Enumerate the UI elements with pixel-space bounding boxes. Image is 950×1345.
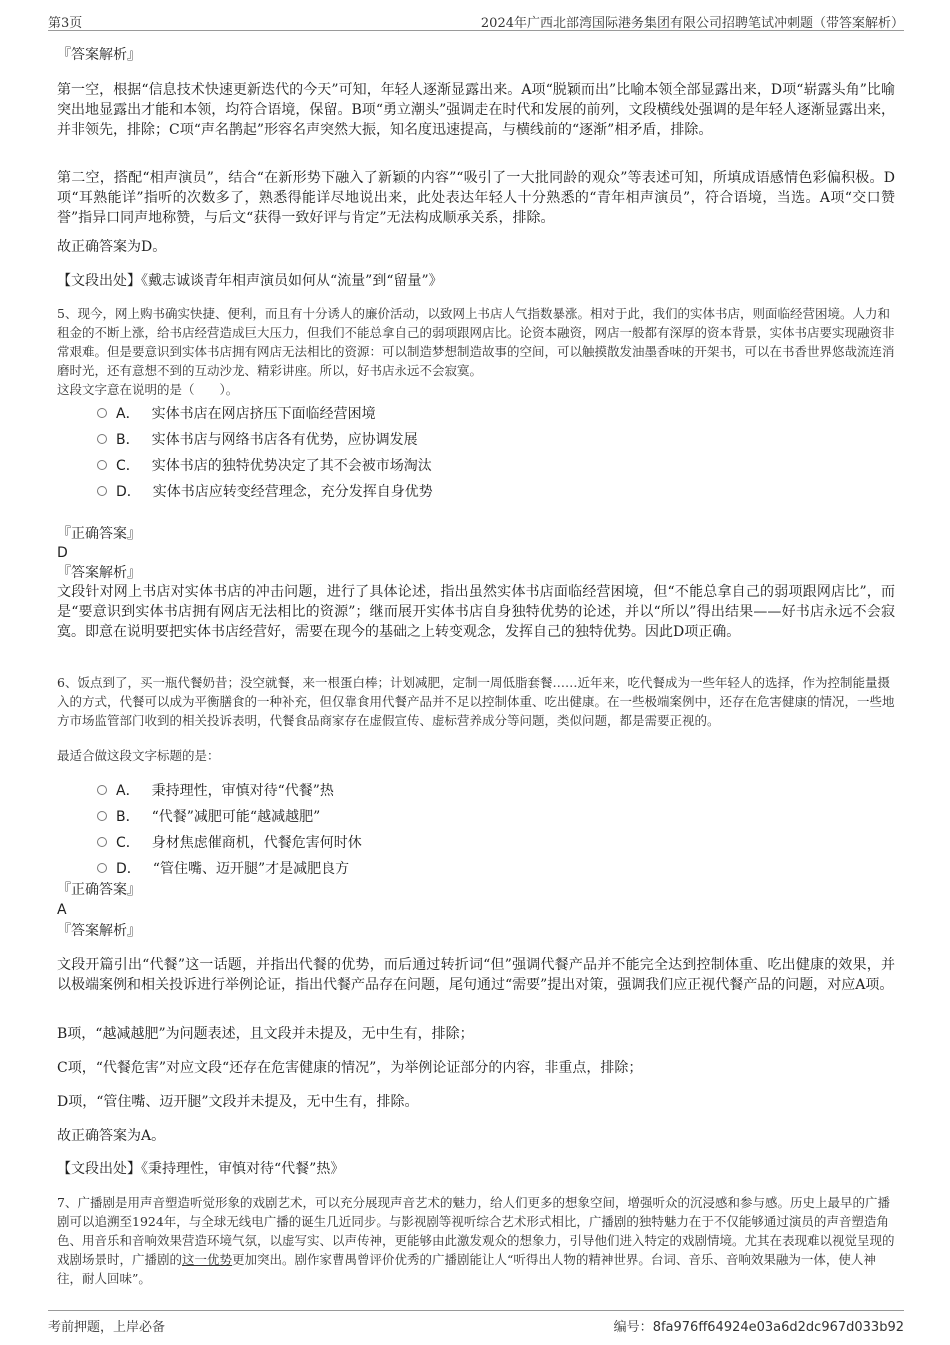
q5-question: 这段文字意在说明的是（ ）。 xyxy=(57,382,239,397)
page-number: 第3页 xyxy=(48,16,83,31)
radio-icon[interactable] xyxy=(97,486,107,496)
radio-icon[interactable] xyxy=(97,811,107,821)
q4-source: 【文段出处】《戴志诚谈青年相声演员如何从“流量”到“留量”》 xyxy=(57,273,443,289)
radio-icon[interactable] xyxy=(97,837,107,847)
radio-icon[interactable] xyxy=(97,785,107,795)
radio-icon[interactable] xyxy=(97,460,107,470)
q4-analysis-label: 『答案解析』 xyxy=(57,47,141,63)
q6-source: 【文段出处】《秉持理性，审慎对待“代餐”热》 xyxy=(57,1161,345,1177)
q5-option-d[interactable]: D． 实体书店应转变经营理念，充分发挥自身优势 xyxy=(97,482,433,502)
radio-icon[interactable] xyxy=(97,863,107,873)
radio-icon[interactable] xyxy=(97,408,107,418)
document-title: 2024年广西北部湾国际港务集团有限公司招聘笔试冲刺题（带答案解析） xyxy=(480,16,904,31)
q6-option-c[interactable]: C． 身材焦虑催商机，代餐危害何时休 xyxy=(97,833,362,853)
q5-answer-label: 『正确答案』 xyxy=(57,526,141,542)
q5-analysis-label: 『答案解析』 xyxy=(57,565,141,581)
q5-option-c[interactable]: C． 实体书店的独特优势决定了其不会被市场淘汰 xyxy=(97,456,432,476)
q6-conclusion: 故正确答案为A。 xyxy=(57,1128,166,1144)
document-code: 编号：8fa976ff64924e03a6d2dc967d033b92 xyxy=(613,1320,904,1335)
radio-icon[interactable] xyxy=(97,434,107,444)
q7-stem: 7、广播剧是用声音塑造听觉形象的戏剧艺术，可以充分展现声音艺术的魅力，给人们更多的想象空间，增强听众的沉浸感和参与感。历史上最早的广播剧可以追溯至1924年，与全球无线电广播的诞生几近同步。与影视剧等视听综合艺术形式相比，广播剧的独特魅力在于不仅能够通过演员的声音塑造角色、用音乐和音响效果营造环境气氛，以虚写实、以声传神，更能够由此激发观众的想象力，引导他们进入特定的戏剧情境。尤其在表现难以视觉呈现的戏剧场景时，广播剧的这一优势更加突出。剧作家曹禺曾评价优秀的广播剧能让人“听得出人物的精神世界。台词、音乐、音响效果融为一体，使人神往，耐人回味”。 xyxy=(57,1195,895,1286)
footer-slogan: 考前押题，上岸必备 xyxy=(48,1320,166,1335)
q6-answer: A xyxy=(57,902,67,918)
q5-analysis: 文段针对网上书店对实体书店的冲击问题，进行了具体论述，指出虽然实体书店面临经营困境，但“不能总拿自己的弱项跟网店比”，而是“要意识到实体书店拥有网店无法相比的资源”；继而展开实体书店自身独特优势的论述，并以“所以”得出结果——好书店永远不会寂寞。即意在说明要把实体书店经营好，需要在现今的基础之上转变观念，发挥自己的独特优势。因此D项正确。 xyxy=(57,584,895,640)
q6-question: 最适合做这段文字标题的是： xyxy=(57,748,220,763)
q4-analysis-para1: 第一空，根据“信息技术快速更新迭代的今天”可知，年轻人逐渐显露出来。A项“脱颖而出”比喻本领全部显露出来，D项“崭露头角”比喻突出地显露出才能和本领，均符合语境，保留。B项“勇立潮头”强调走在时代和发展的前列，文段横线处强调的是年轻人逐渐显露出来，并非领先，排除；C项“声名鹊起”形容名声突然大振，知名度迅速提高，与横线前的“逐渐”相矛盾，排除。 xyxy=(57,82,895,138)
q5-option-a[interactable]: A． 实体书店在网店挤压下面临经营困境 xyxy=(97,404,376,424)
q5-option-b[interactable]: B． 实体书店与网络书店各有优势，应协调发展 xyxy=(97,430,418,450)
q6-analysis-label: 『答案解析』 xyxy=(57,923,141,939)
q6-answer-label: 『正确答案』 xyxy=(57,882,141,898)
q6-stem: 6、饭点到了，买一瓶代餐奶昔；没空就餐，来一根蛋白棒；计划减肥，定制一周低脂套餐……近年来，吃代餐成为一些年轻人的选择，作为控制能量摄入的方式，代餐可以成为平衡膳食的一种补充，但仅靠食用代餐产品并不足以控制体重、吃出健康。在一些极端案例中，还存在危害健康的情况，一些地方市场监管部门收到的相关投诉表明，代餐食品商家存在虚假宣传、虚标营养成分等问题，类似问题，都是需要正视的。 xyxy=(57,675,895,728)
underlined-phrase: 这一优势 xyxy=(182,1252,233,1267)
q6-analysis: 文段开篇引出“代餐”这一话题，并指出代餐的优势，而后通过转折词“但”强调代餐产品并不能完全达到控制体重、吃出健康的效果，并以极端案例和相关投诉进行举例论证，指出代餐产品存在问题，尾句通过“需要”提出对策，强调我们应正视代餐产品的问题，对应A项。 xyxy=(57,957,895,993)
q6-option-b[interactable]: B． “代餐”减肥可能“越减越肥” xyxy=(97,807,320,827)
q4-conclusion: 故正确答案为D。 xyxy=(57,239,167,255)
q6-note-d: D项，“管住嘴、迈开腿”文段并未提及，无中生有，排除。 xyxy=(57,1094,419,1110)
q6-option-d[interactable]: D． “管住嘴、迈开腿”才是减肥良方 xyxy=(97,859,349,879)
q5-stem: 5、现今，网上购书确实快捷、便利，而且有十分诱人的廉价活动，以致网上书店人气指数暴涨。相对于此，我们的实体书店，则面临经营困境。人力和租金的不断上涨，给书店经营造成巨大压力，但我们不能总拿自己的弱项跟网店比。论资本融资，网店一般都有深厚的资本背景，实体书店要实现融资非常艰难。但是要意识到实体书店拥有网店无法相比的资源：可以制造梦想制造故事的空间，可以触摸散发油墨香味的开架书，可以在书香世界悠哉流连消磨时光，还有意想不到的互动沙龙、精彩讲座。所以，好书店永远不会寂寞。 这段文字意在说明的是（ ）。 xyxy=(57,306,895,397)
q6-note-c: C项，“代餐危害”对应文段“还存在危害健康的情况”，为举例论证部分的内容，非重点，排除； xyxy=(57,1060,643,1076)
q6-note-b: B项，“越减越肥”为问题表述，且文段并未提及，无中生有，排除； xyxy=(57,1026,474,1042)
q5-answer: D xyxy=(57,545,68,561)
q6-option-a[interactable]: A． 秉持理性，审慎对待“代餐”热 xyxy=(97,781,334,801)
page-header xyxy=(48,10,904,31)
q4-analysis-para2: 第二空，搭配“相声演员”，结合“在新形势下融入了新颖的内容”“吸引了一大批同龄的观众”等表述可知，所填成语感情色彩偏积极。D项“耳熟能详”指听的次数多了，熟悉得能详尽地说出来，此处表达年轻人十分熟悉的“青年相声演员”，符合语境，当选。A项“交口赞誉”指异口同声地称赞，与后文“获得一致好评与肯定”无法构成顺承关系，排除。 xyxy=(57,170,895,226)
page-footer xyxy=(48,1310,904,1335)
